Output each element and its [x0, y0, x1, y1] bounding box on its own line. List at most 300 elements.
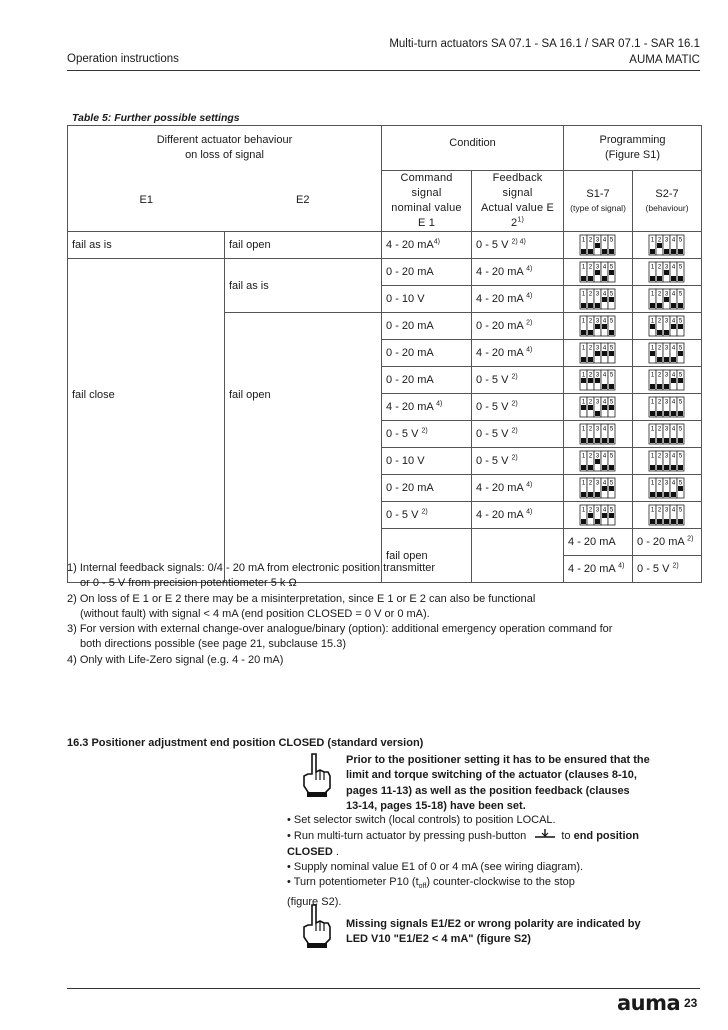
- dip-switch-knob: [581, 330, 586, 335]
- dip-switch-knob: [664, 297, 669, 302]
- cmd-12: 4 - 20 mA $^{4)}$: [564, 556, 633, 583]
- dip-switch-number: 5: [678, 453, 683, 460]
- dip-switch-knob: [671, 465, 676, 470]
- dip-switch-number: 4: [602, 453, 607, 460]
- dip-switch-knob: [581, 519, 586, 524]
- label-fail-open-c: fail open: [382, 529, 472, 583]
- dip-switch-knob: [671, 378, 676, 383]
- fb-12: 0 - 5 V $^{2)}$: [633, 556, 702, 583]
- dip-switch-number: 1: [581, 399, 586, 406]
- s1-switch-5: [564, 367, 633, 394]
- dip-switch-knob: [671, 411, 676, 416]
- table-caption: Table 5: Further possible settings: [72, 112, 240, 124]
- dip-switch-knob: [581, 378, 586, 383]
- dip-switch-knob: [678, 465, 683, 470]
- footnote-2: 2) On loss of E 1 or E 2 there may be a misinterpretation, since E 1 or E 2 can also be functional: [67, 592, 536, 605]
- dip-switch-knob: [609, 351, 614, 356]
- dip-switch-number: 1: [581, 372, 586, 379]
- dip-switch-number: 3: [664, 426, 669, 433]
- s1-switch-4: [564, 340, 633, 367]
- label-fail-close: fail close: [68, 259, 225, 583]
- dip-switch-knob: [581, 465, 586, 470]
- section-title: 16.3 Positioner adjustment end position CLOSED (standard version): [67, 737, 424, 749]
- dip-switch-knob: [650, 384, 655, 389]
- dip-switch-knob: [671, 519, 676, 524]
- dip-switch-number: 5: [609, 372, 614, 379]
- dip-switch-knob: [609, 297, 614, 302]
- dip-switch-knob: [602, 438, 607, 443]
- dip-switch-number: 4: [602, 237, 607, 244]
- dip-switch-number: 3: [595, 372, 600, 379]
- s17-header: S1-7 (type of signal): [564, 171, 633, 232]
- dip-switch-number: 3: [595, 453, 600, 460]
- dip-switch-knob: [588, 378, 593, 383]
- dip-switch-number: 2: [588, 399, 593, 406]
- footnote-3-cont: both directions possible (see page 21, subclause 15.3): [80, 638, 347, 651]
- dip-switch-knob: [650, 249, 655, 254]
- dip-switch-number: 5: [609, 345, 614, 352]
- dip-switch-number: 1: [650, 426, 655, 433]
- dip-switch-knob: [588, 276, 593, 281]
- dip-switch-number: 5: [609, 507, 614, 514]
- dip-switch-knob: [595, 243, 600, 248]
- dip-switch-number: 1: [650, 345, 655, 352]
- dip-switch-knob: [650, 519, 655, 524]
- s2-switch-3: [633, 313, 702, 340]
- dip-switch-knob: [581, 357, 586, 362]
- s1-switch-3: [564, 313, 633, 340]
- dip-switch-number: 5: [678, 426, 683, 433]
- dip-switch-number: 1: [581, 291, 586, 298]
- dip-switch-knob: [678, 438, 683, 443]
- dip-switch-knob: [581, 438, 586, 443]
- dip-switch-knob: [602, 297, 607, 302]
- pointing-hand-icon: [298, 752, 334, 798]
- dip-switch-knob: [581, 276, 586, 281]
- dip-switch-knob: [650, 324, 655, 329]
- dip-switch-number: 1: [650, 291, 655, 298]
- dip-switch-knob: [671, 357, 676, 362]
- dip-switch-knob: [650, 438, 655, 443]
- dip-switch-knob: [678, 249, 683, 254]
- dip-switch-number: 1: [581, 318, 586, 325]
- dip-switch-knob: [595, 459, 600, 464]
- dip-switch-number: 3: [595, 399, 600, 406]
- instruction-list: [287, 813, 707, 910]
- dip-switch-number: 2: [588, 507, 593, 514]
- s1-switch-0: [564, 232, 633, 259]
- fb-3: 0 - 20 mA $^{2)}$: [472, 313, 564, 340]
- fb-8: 0 - 5 V $^{2)}$: [472, 448, 564, 475]
- auma-logo: auma: [617, 991, 681, 1015]
- dip-switch-number: 5: [609, 426, 614, 433]
- dip-switch-knob: [602, 384, 607, 389]
- dip-switch-knob: [657, 357, 662, 362]
- doc-section-label: Operation instructions: [67, 53, 179, 65]
- dip-switch-knob: [595, 411, 600, 416]
- s2-switch-7: [633, 421, 702, 448]
- dip-switch-knob: [650, 411, 655, 416]
- programming-header: Programming (Figure S1): [564, 126, 702, 171]
- dip-switch-number: 5: [678, 372, 683, 379]
- footnote-2-cont: (without fault) with signal < 4 mA (end position CLOSED = 0 V or 0 mA).: [80, 607, 430, 620]
- cmd-3: 0 - 20 mA: [382, 313, 472, 340]
- dip-switch-number: 4: [671, 264, 676, 271]
- dip-switch-number: 4: [602, 264, 607, 271]
- fb-7: 0 - 5 V $^{2)}$: [472, 421, 564, 448]
- dip-switch-knob: [664, 384, 669, 389]
- dip-switch-number: 5: [609, 318, 614, 325]
- dip-switch-number: 4: [602, 291, 607, 298]
- dip-switch-number: 4: [602, 507, 607, 514]
- dip-switch-knob: [657, 303, 662, 308]
- feedback-signal-header: Feedback signal Actual value E 2$^{1)}$: [472, 171, 564, 232]
- cmd-10: 0 - 5 V $^{2)}$: [382, 502, 472, 529]
- s2-switch-10: [633, 502, 702, 529]
- label-fail-open: fail open: [225, 232, 382, 259]
- dip-switch-number: 3: [595, 345, 600, 352]
- dip-switch-knob: [650, 303, 655, 308]
- dip-switch-knob: [595, 438, 600, 443]
- dip-switch-knob: [671, 303, 676, 308]
- cmd-7: 0 - 5 V $^{2)}$: [382, 421, 472, 448]
- dip-switch-number: 3: [664, 345, 669, 352]
- bullet-1: • Set selector switch (local controls) to position LOCAL.: [287, 814, 556, 826]
- dip-switch-number: 3: [595, 291, 600, 298]
- dip-switch-number: 3: [664, 237, 669, 244]
- dip-switch-number: 5: [678, 507, 683, 514]
- dip-switch-number: 5: [678, 345, 683, 352]
- dip-switch-number: 3: [595, 507, 600, 514]
- dip-switch-number: 3: [664, 399, 669, 406]
- dip-switch-knob: [671, 438, 676, 443]
- dip-switch-number: 2: [657, 345, 662, 352]
- dip-switch-knob: [595, 351, 600, 356]
- dip-switch-number: 2: [588, 345, 593, 352]
- dip-switch-number: 5: [609, 237, 614, 244]
- s2-switch-4: [633, 340, 702, 367]
- dip-switch-knob: [609, 405, 614, 410]
- dip-switch-number: 4: [671, 318, 676, 325]
- dip-switch-number: 1: [650, 399, 655, 406]
- dip-switch-knob: [664, 270, 669, 275]
- dip-switch-number: 5: [678, 264, 683, 271]
- fb-9: 4 - 20 mA $^{4)}$: [472, 475, 564, 502]
- s1-switch-7: [564, 421, 633, 448]
- dip-switch-number: 5: [609, 399, 614, 406]
- dip-switch-number: 2: [657, 480, 662, 487]
- warning-missing-signals: Missing signals E1/E2 or wrong polarity are indicated by LED V10 "E1/E2 < 4 mA" (figure S2): [346, 918, 641, 946]
- dip-switch-number: 2: [588, 453, 593, 460]
- dip-switch-number: 4: [602, 399, 607, 406]
- s2-switch-5: [633, 367, 702, 394]
- dip-switch-number: 2: [657, 264, 662, 271]
- dip-switch-number: 2: [588, 264, 593, 271]
- dip-switch-knob: [664, 519, 669, 524]
- dip-switch-knob: [657, 330, 662, 335]
- dip-switch-number: 1: [581, 480, 586, 487]
- dip-switch-knob: [609, 486, 614, 491]
- dip-switch-knob: [664, 465, 669, 470]
- dip-switch-knob: [650, 465, 655, 470]
- dip-switch-knob: [671, 276, 676, 281]
- dip-switch-knob: [609, 270, 614, 275]
- dip-switch-knob: [595, 303, 600, 308]
- dip-switch-number: 5: [609, 264, 614, 271]
- dip-switch-number: 3: [664, 318, 669, 325]
- dip-switch-knob: [678, 486, 683, 491]
- footer-rule: [67, 988, 700, 989]
- dip-switch-knob: [678, 324, 683, 329]
- dip-switch-knob: [602, 405, 607, 410]
- dip-switch-number: 2: [588, 291, 593, 298]
- doc-subtitle: AUMA MATIC: [629, 54, 700, 66]
- dip-switch-number: 3: [664, 480, 669, 487]
- s1-switch-6: [564, 394, 633, 421]
- dip-switch-number: 2: [657, 372, 662, 379]
- fb-10: 4 - 20 mA $^{4)}$: [472, 502, 564, 529]
- s1-switch-8: [564, 448, 633, 475]
- dip-switch-number: 1: [650, 237, 655, 244]
- cmd-6: 4 - 20 mA $^{4)}$: [382, 394, 472, 421]
- dip-switch-knob: [602, 276, 607, 281]
- dip-switch-number: 1: [581, 264, 586, 271]
- dip-switch-number: 2: [588, 426, 593, 433]
- s2-switch-6: [633, 394, 702, 421]
- label-fail-open-b: fail open: [225, 313, 382, 583]
- dip-switch-knob: [581, 492, 586, 497]
- dip-switch-number: 3: [664, 372, 669, 379]
- dip-switch-number: 2: [657, 426, 662, 433]
- dip-switch-number: 4: [602, 372, 607, 379]
- dip-switch-knob: [650, 492, 655, 497]
- dip-switch-number: 3: [664, 453, 669, 460]
- dip-switch-knob: [595, 324, 600, 329]
- footnotes: [67, 561, 707, 668]
- dip-switch-knob: [581, 405, 586, 410]
- cmd-11: 4 - 20 mA: [564, 529, 633, 556]
- cmd-0: 4 - 20 $mA^{4)}$: [382, 232, 472, 259]
- s2-switch-2: [633, 286, 702, 313]
- cmd-5: 0 - 20 mA: [382, 367, 472, 394]
- dip-switch-number: 2: [657, 318, 662, 325]
- dip-switch-number: 4: [671, 426, 676, 433]
- label-fail-as-is-b: fail as is: [225, 259, 382, 313]
- dip-switch-number: 2: [588, 372, 593, 379]
- dip-switch-knob: [650, 351, 655, 356]
- footnote-1: 1) Internal feedback signals: 0/4 - 20 mA from electronic position transmitter: [67, 562, 436, 574]
- dip-switch-number: 2: [657, 507, 662, 514]
- dip-switch-number: 3: [664, 507, 669, 514]
- dip-switch-knob: [602, 486, 607, 491]
- fb-6: 0 - 5 V $^{2)}$: [472, 394, 564, 421]
- dip-switch-knob: [671, 492, 676, 497]
- dip-switch-knob: [657, 411, 662, 416]
- dip-switch-number: 1: [581, 426, 586, 433]
- page-number: 23: [684, 996, 698, 1010]
- dip-switch-knob: [664, 492, 669, 497]
- dip-switch-knob: [581, 249, 586, 254]
- command-signal-header: Command signal nominal value E 1: [382, 171, 472, 232]
- cmd-9: 0 - 20 mA: [382, 475, 472, 502]
- dip-switch-knob: [657, 492, 662, 497]
- dip-switch-number: 1: [650, 318, 655, 325]
- dip-switch-number: 1: [650, 372, 655, 379]
- cmd-4: 0 - 20 mA: [382, 340, 472, 367]
- dip-switch-number: 5: [609, 291, 614, 298]
- dip-switch-knob: [664, 411, 669, 416]
- dip-switch-knob: [602, 324, 607, 329]
- dip-switch-knob: [657, 276, 662, 281]
- dip-switch-number: 2: [588, 237, 593, 244]
- dip-switch-knob: [588, 492, 593, 497]
- dip-switch-number: 3: [595, 264, 600, 271]
- s1-switch-2: [564, 286, 633, 313]
- dip-switch-number: 4: [602, 480, 607, 487]
- dip-switch-number: 2: [588, 318, 593, 325]
- dip-switch-knob: [602, 249, 607, 254]
- dip-switch-knob: [595, 270, 600, 275]
- dip-switch-knob: [678, 351, 683, 356]
- dip-switch-knob: [588, 303, 593, 308]
- e1-header: E1: [68, 171, 225, 232]
- dip-switch-number: 1: [581, 453, 586, 460]
- dip-switch-knob: [657, 438, 662, 443]
- dip-switch-knob: [602, 513, 607, 518]
- dip-switch-number: 1: [650, 264, 655, 271]
- dip-switch-number: 5: [609, 453, 614, 460]
- bullet-2: • Run multi-turn actuator by pressing push-button to end position CLOSED .: [287, 830, 639, 858]
- dip-switch-number: 2: [588, 480, 593, 487]
- bullet-4: • Turn potentiometer P10 $(t_{off})$ counter-clockwise to the stop (figure S2).: [287, 876, 575, 908]
- cmd-1: 0 - 20 mA: [382, 259, 472, 286]
- dip-switch-number: 5: [678, 480, 683, 487]
- s27-header: S2-7 (behaviour): [633, 171, 702, 232]
- dip-switch-knob: [581, 303, 586, 308]
- dip-switch-number: 1: [650, 480, 655, 487]
- dip-switch-number: 4: [671, 291, 676, 298]
- dip-switch-number: 5: [678, 399, 683, 406]
- dip-switch-knob: [588, 438, 593, 443]
- cmd-2: 0 - 10 V: [382, 286, 472, 313]
- dip-switch-knob: [609, 465, 614, 470]
- dip-switch-knob: [678, 303, 683, 308]
- fb-1: 4 - 20 mA $^{4)}$: [472, 259, 564, 286]
- dip-switch-knob: [671, 249, 676, 254]
- dip-switch-knob: [678, 519, 683, 524]
- s2-switch-0: [633, 232, 702, 259]
- label-fail-as-is: fail as is: [68, 232, 225, 259]
- fb-2: 4 - 20 mA $^{4)}$: [472, 286, 564, 313]
- fb-4: 4 - 20 mA $^{4)}$: [472, 340, 564, 367]
- dip-switch-knob: [657, 384, 662, 389]
- dip-switch-knob: [678, 276, 683, 281]
- dip-switch-knob: [664, 249, 669, 254]
- dip-switch-knob: [678, 378, 683, 383]
- dip-switch-knob: [588, 249, 593, 254]
- doc-title: Multi-turn actuators SA 07.1 - SA 16.1 / SAR 07.1 - SAR 16.1: [389, 38, 700, 50]
- dip-switch-knob: [664, 438, 669, 443]
- s2-switch-9: [633, 475, 702, 502]
- dip-switch-number: 4: [671, 345, 676, 352]
- footnote-1-cont: or 0 - 5 V from precision potentiometer 5 k Ω: [80, 577, 297, 590]
- dip-switch-number: 2: [657, 291, 662, 298]
- dip-switch-knob: [678, 411, 683, 416]
- dip-switch-number: 3: [664, 291, 669, 298]
- dip-switch-knob: [588, 465, 593, 470]
- fb-0: 0 - 5 V $^{2) 4)}$: [472, 232, 564, 259]
- pointing-hand-icon: [298, 903, 334, 949]
- dip-switch-knob: [588, 513, 593, 518]
- dip-switch-knob: [657, 519, 662, 524]
- dip-switch-number: 4: [671, 480, 676, 487]
- footnote-4: 4) Only with Life-Zero signal (e.g. 4 - 20 mA): [67, 653, 284, 666]
- dip-switch-knob: [609, 513, 614, 518]
- dip-switch-number: 1: [581, 345, 586, 352]
- dip-switch-knob: [595, 519, 600, 524]
- fb-5: 0 - 5 V $^{2)}$: [472, 367, 564, 394]
- dip-switch-knob: [609, 330, 614, 335]
- s2-switch-8: [633, 448, 702, 475]
- dip-switch-number: 4: [602, 345, 607, 352]
- dip-switch-number: 2: [657, 453, 662, 460]
- dip-switch-number: 3: [595, 237, 600, 244]
- s1-switch-9: [564, 475, 633, 502]
- behaviour-header: Different actuator behaviour on loss of signal: [68, 126, 382, 171]
- condition-header: Condition: [382, 126, 564, 171]
- warning-prior-setting: Prior to the positioner setting it has to be ensured that the limit and torque switching of the actuator (clauses 8-10, pages 11-13) as well as the position feedback (clauses 13-14, pages 15-18) have been set.: [346, 754, 650, 812]
- dip-switch-number: 3: [595, 480, 600, 487]
- dip-switch-number: 5: [678, 318, 683, 325]
- dip-switch-knob: [588, 357, 593, 362]
- e2-header: E2: [225, 171, 382, 232]
- dip-switch-knob: [595, 492, 600, 497]
- dip-switch-knob: [664, 357, 669, 362]
- dip-switch-number: 4: [671, 399, 676, 406]
- dip-switch-number: 4: [602, 426, 607, 433]
- dip-switch-number: 2: [657, 237, 662, 244]
- dip-switch-knob: [657, 243, 662, 248]
- dip-switch-knob: [602, 351, 607, 356]
- bullet-3: • Supply nominal value E1 of 0 or 4 mA (see wiring diagram).: [287, 860, 584, 873]
- dip-switch-number: 1: [581, 507, 586, 514]
- dip-switch-knob: [609, 249, 614, 254]
- dip-switch-knob: [595, 378, 600, 383]
- dip-switch-knob: [609, 384, 614, 389]
- dip-switch-knob: [588, 405, 593, 410]
- dip-switch-number: 1: [650, 453, 655, 460]
- settings-table: [67, 125, 702, 583]
- s2-switch-1: [633, 259, 702, 286]
- dip-switch-knob: [609, 438, 614, 443]
- dip-switch-number: 4: [671, 372, 676, 379]
- dip-switch-number: 4: [602, 318, 607, 325]
- cmd-8: 0 - 10 V: [382, 448, 472, 475]
- dip-switch-number: 5: [609, 480, 614, 487]
- dip-switch-number: 1: [581, 237, 586, 244]
- dip-switch-knob: [588, 330, 593, 335]
- s1-switch-1: [564, 259, 633, 286]
- dip-switch-knob: [671, 324, 676, 329]
- dip-switch-knob: [602, 465, 607, 470]
- dip-switch-number: 5: [678, 237, 683, 244]
- footnote-3: 3) For version with external change-over analogue/binary (option): additional emergency operation command for: [67, 623, 613, 636]
- dip-switch-number: 1: [650, 507, 655, 514]
- dip-switch-number: 3: [595, 426, 600, 433]
- close-pushbutton-icon: [533, 828, 557, 840]
- dip-switch-number: 3: [664, 264, 669, 271]
- dip-switch-number: 4: [671, 453, 676, 460]
